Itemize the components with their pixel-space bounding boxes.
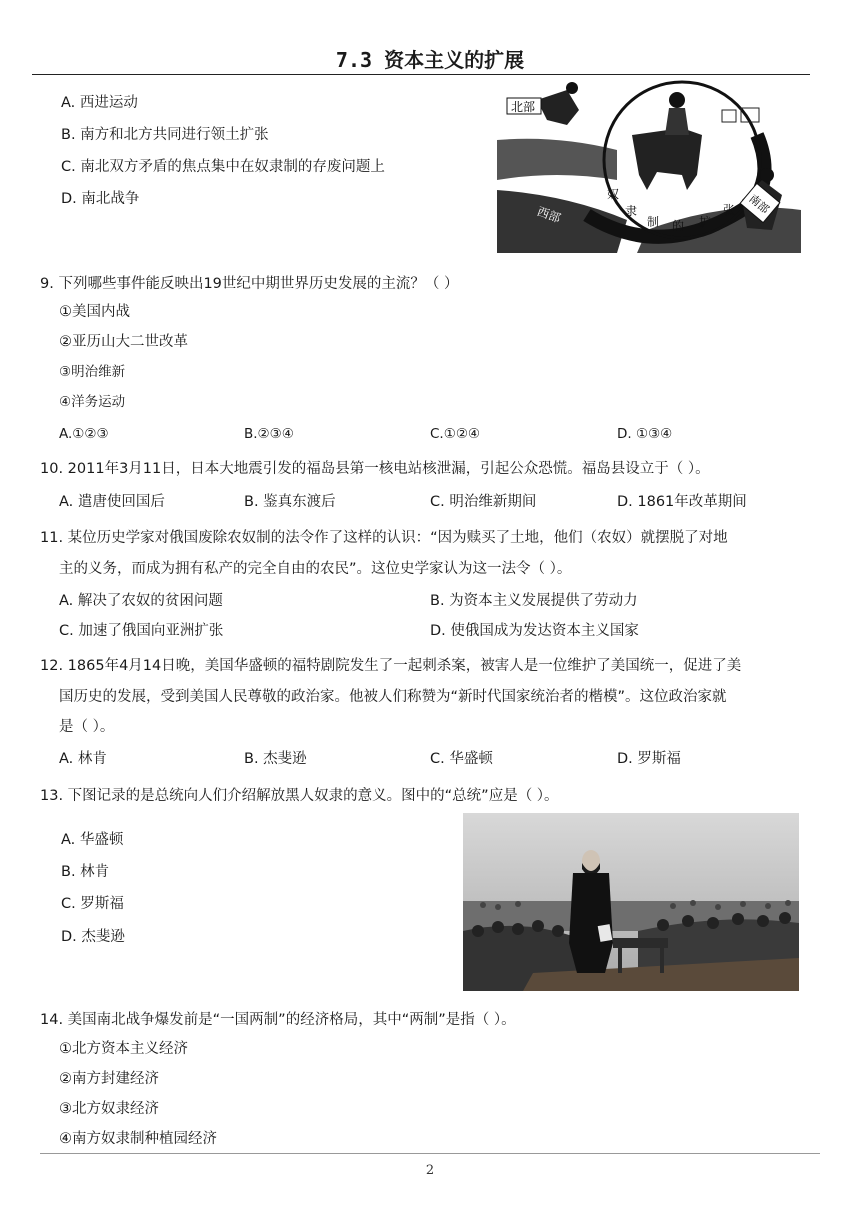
q9-item-4: ④洋务运动 — [59, 394, 126, 410]
q13-option-a: A. 华盛顿 — [61, 832, 124, 848]
q12-stem-line-2: 国历史的发展，受到美国人民尊敬的政治家。他被人们称赞为“新时代国家统治者的楷模”。这位政治家就 — [59, 689, 727, 705]
q8-option-a: A. 西进运动 — [61, 95, 138, 111]
q14-item-1: ①北方资本主义经济 — [59, 1041, 188, 1057]
q9-option-b: B.②③④ — [244, 426, 294, 442]
q11-option-d: D. 使俄国成为发达资本主义国家 — [430, 623, 639, 639]
q11-option-c: C. 加速了俄国向亚洲扩张 — [59, 623, 224, 639]
q8-option-d: D. 南北战争 — [61, 191, 140, 207]
q10-option-d: D. 1861年改革期间 — [617, 494, 747, 510]
ring-char-4: 的 — [672, 219, 685, 233]
q14-item-4: ④南方奴隶制种植园经济 — [59, 1131, 217, 1147]
title-rule — [32, 74, 810, 75]
q14-item-3: ③北方奴隶经济 — [59, 1101, 159, 1117]
ring-char-2: 隶 — [625, 204, 638, 218]
q14-item-2: ②南方封建经济 — [59, 1071, 159, 1087]
q12-option-d: D. 罗斯福 — [617, 751, 681, 767]
footer-rule — [40, 1153, 820, 1154]
q14-stem: 14. 美国南北战争爆发前是“一国两制”的经济格局，其中“两制”是指（ ）。 — [40, 1012, 516, 1028]
label-west: 西部 — [535, 204, 563, 226]
q9-item-2: ②亚历山大二世改革 — [59, 334, 188, 350]
q9-item-1: ①美国内战 — [59, 304, 130, 320]
page-title: 7.3 资本主义的扩展 — [335, 48, 525, 72]
q13-option-c: C. 罗斯福 — [61, 896, 124, 912]
q12-stem-line-1: 12. 1865年4月14日晚，美国华盛顿的福特剧院发生了一起刺杀案，被害人是一位维护了美国统一，促进了美 — [40, 658, 742, 674]
q8-option-c: C. 南北双方矛盾的焦点集中在奴隶制的存废问题上 — [61, 159, 385, 175]
q12-option-a: A. 林肯 — [59, 751, 107, 767]
q12-option-b: B. 杰斐逊 — [244, 751, 307, 767]
q11-stem-line-2: 主的义务，而成为拥有私产的完全自由的农民”。这位史学家认为这一法令（ ）。 — [59, 561, 572, 577]
q11-stem-line-1: 11. 某位历史学家对俄国废除农奴制的法令作了这样的认识：“因为赎买了土地，他们（农奴）就摆脱了对地 — [40, 530, 728, 546]
ring-char-6: 张 — [723, 203, 736, 217]
q11-option-b: B. 为资本主义发展提供了劳动力 — [430, 593, 638, 609]
q10-option-c: C. 明治维新期间 — [430, 494, 537, 510]
q9-option-d: D. ①③④ — [617, 426, 673, 442]
label-south: 南部 — [746, 192, 772, 217]
label-north: 北部 — [511, 100, 536, 114]
q9-stem: 9. 下列哪些事件能反映出19世纪中期世界历史发展的主流？（ ） — [40, 276, 459, 292]
q11-option-a: A. 解决了农奴的贫困问题 — [59, 593, 223, 609]
q10-stem: 10. 2011年3月11日，日本大地震引发的福岛县第一核电站核泄漏，引起公众恐慌。福岛县设立于（ ）。 — [40, 461, 710, 477]
q10-option-b: B. 鉴真东渡后 — [244, 494, 336, 510]
q12-stem-line-3: 是（ ）。 — [59, 719, 115, 735]
q9-option-a: A.①②③ — [59, 426, 109, 442]
ring-char-1: 奴 — [607, 187, 620, 201]
q10-option-a: A. 遣唐使回国后 — [59, 494, 165, 510]
ring-char-5: 扩 — [699, 215, 712, 229]
page-number: 2 — [425, 1163, 435, 1178]
q9-item-3: ③明治维新 — [59, 364, 126, 380]
q13-option-b: B. 林肯 — [61, 864, 110, 880]
lincoln-speech-photo — [463, 813, 799, 991]
q13-stem: 13. 下图记录的是总统向人们介绍解放黑人奴隶的意义。图中的“总统”应是（ ）。 — [40, 788, 559, 804]
q13-option-d: D. 杰斐逊 — [61, 929, 125, 945]
slavery-expansion-cartoon — [497, 80, 801, 253]
q8-option-b: B. 南方和北方共同进行领土扩张 — [61, 127, 269, 143]
ring-char-3: 制 — [647, 215, 660, 229]
q9-option-c: C.①②④ — [430, 426, 481, 442]
q12-option-c: C. 华盛顿 — [430, 751, 493, 767]
